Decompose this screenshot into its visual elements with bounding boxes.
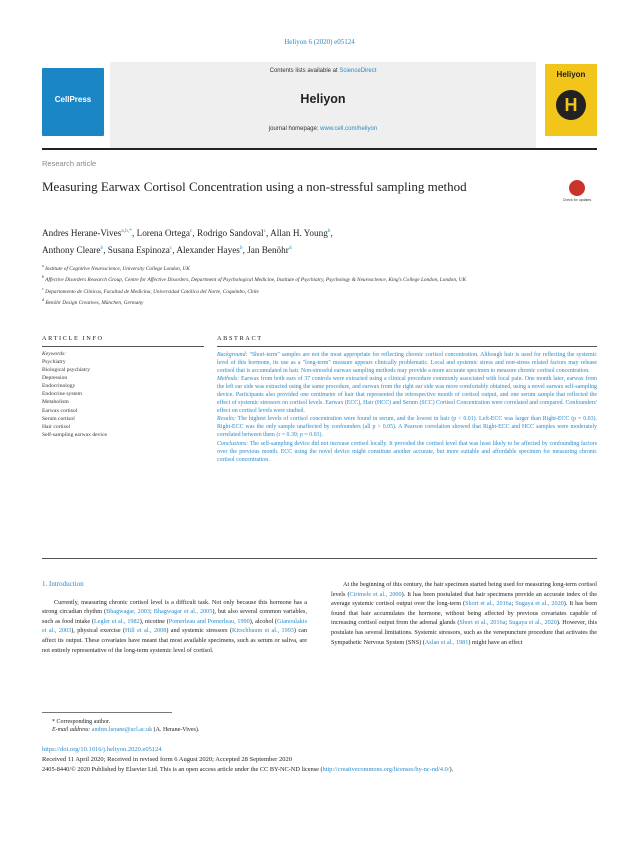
check-for-updates-icon[interactable]: [569, 180, 585, 196]
author-name[interactable]: Lorena Ortega: [136, 228, 190, 239]
keyword-item: Depression: [42, 375, 68, 382]
author-affiliation-mark[interactable]: b: [100, 245, 104, 252]
author-affiliation-mark[interactable]: c: [169, 245, 173, 252]
article-info-heading: ARTICLE INFO: [42, 335, 104, 342]
contents-prefix: Contents lists available at: [269, 68, 340, 74]
body-column-right: [331, 580, 597, 647]
article-info-divider: [42, 346, 204, 347]
abstract-methods: Methods: Earwax from both ears of 37 controls were extracted using a clinical procedure commonly associated with local pain. One month later, earwax from the left ear side was extracted using the same procedure, and earwax from the right ear side was more comfortably obtained, using a novel earwax self-sampling device. Participants also provided one centimetre of hair that represented the retrospective month of cortisol output, and one serum sample that reflected the effect of systemic stressors on cortisol levels. Earwax (ECC), Hair (HCC) and Serum (SCC) Cortisol Concentration were correlated and compared. Confounders' effect on cortisol levels were studied.: [217, 376, 597, 415]
author-affiliation-mark[interactable]: b: [327, 228, 331, 234]
keyword-item: Endocrinology: [42, 383, 76, 390]
journal-cover-title: Heliyon: [556, 70, 586, 79]
author-affiliation-mark[interactable]: d: [288, 245, 292, 252]
abstract-body: [217, 351, 597, 464]
footnote-divider: [42, 712, 172, 713]
license-line: 2405-8440/© 2020 Published by Elsevier Ltd. This is an open access article under the CC BY-NC-ND license (http://creativecommons.org/licenses/by-nc-nd/4.0/).: [42, 766, 454, 773]
homepage-prefix: journal homepage:: [268, 126, 321, 132]
header-divider: [42, 148, 597, 150]
affiliation-list: [42, 262, 542, 307]
email-note: E-mail address: andres.herane@ucl.ac.uk (A. Herane-Vives).: [52, 727, 200, 734]
keyword-item: Earwax cortisol: [42, 407, 78, 414]
affiliation-item: $^a$ Institute of Cognitive Neuroscience, University College London, UK: [42, 263, 190, 272]
sciencedirect-link[interactable]: ScienceDirect: [339, 68, 377, 74]
citation-link[interactable]: Hill et al., 2008: [125, 627, 167, 635]
affiliation-item: $^d$ Benöhr Design Creatives, München, Germany: [42, 297, 144, 306]
citation-link[interactable]: Cirimele et al., 2000: [349, 590, 402, 598]
doi-link[interactable]: https://doi.org/10.1016/j.heliyon.2020.e05124: [42, 746, 162, 753]
author-list: Andres Herane-Vives$^{a,b,*}$, Lorena Ortega$^c$, Rodrigo Sandoval$^c$, Allan H. Young$^b$, Anthony Cleare$^b$, Susana Espinoza$^c$, Alexander Hayes$^b$, Jan Benöhr$^d$: [42, 228, 333, 256]
abstract-conclusions: Conclusions: The self-sampling device did not increase cortisol locally. It provided the cortisol level that was least likely to be affected by confounding factors over the previous month. ECC using the novel device might constitute another accurate, but more suitable and affordable specimen for measuring chronic cortisol concentration.: [217, 440, 597, 463]
keyword-item: Endocrine system: [42, 391, 82, 398]
license-link[interactable]: http://creativecommons.org/licenses/by-nc-nd/4.0/: [322, 766, 450, 773]
abstract-bottom-divider: [42, 558, 597, 559]
keyword-item: Serum cortisol: [42, 415, 75, 422]
abstract-divider: [217, 346, 597, 347]
citation-link[interactable]: Sugaya et al., 2020: [508, 619, 557, 627]
author-name[interactable]: Rodrigo Sandoval: [196, 228, 264, 239]
keyword-item: Metabolism: [42, 399, 69, 406]
keyword-item: Biological psychiatry: [42, 367, 91, 374]
keyword-item: Psychiatry: [42, 359, 66, 365]
citation-link[interactable]: Aslan et al., 1981: [424, 638, 469, 646]
author-name[interactable]: Anthony Cleare: [42, 245, 101, 256]
citation-link[interactable]: Gianoulakis et al., 2003: [42, 617, 307, 635]
author-affiliation-mark[interactable]: c: [189, 228, 193, 234]
keyword-list: [42, 358, 107, 439]
abstract-results: Results: The highest levels of cortisol concentration were found in serum, and the lowest in hair (p < 0.01). Left-ECC was larger than Right-ECC (p = 0.03). Right-ECC was the only sample unaffected by confounders (all p > 0.05). A Pearson correlation showed that Right-ECC and HCC samples were moderately correlated between them (r = 0.39; p = 0.03).: [217, 416, 597, 439]
check-for-updates-label[interactable]: Check for updates: [562, 198, 592, 202]
received-dates: Received 11 April 2020; Received in revised form 6 August 2020; Accepted 28 September 2020: [42, 756, 292, 763]
author-name[interactable]: Allan H. Young: [270, 228, 328, 239]
keyword-item: Hair cortisol: [42, 423, 71, 430]
article-title: Measuring Earwax Cortisol Concentration using a non-stressful sampling method: [42, 179, 467, 194]
cellpress-logo-text: CellPress: [54, 95, 92, 104]
author-affiliation-mark[interactable]: c: [263, 228, 267, 234]
affiliation-item: $^c$ Departamento de Clínicas, Facultad de Medicina, Universidad Católica del Norte, Coquimbo, Chile: [42, 285, 259, 295]
contents-line: [110, 68, 536, 74]
citation-link[interactable]: Kirschbaum et al., 1993: [232, 627, 294, 635]
author-name[interactable]: Susana Espinoza: [107, 245, 170, 256]
journal-cover-emblem: H: [556, 90, 586, 120]
corresponding-author-note: * Corresponding author.: [52, 719, 111, 725]
body-column-left: [42, 580, 307, 655]
journal-name: Heliyon: [300, 92, 346, 106]
citation-link[interactable]: Bhagwagar, 2003: [106, 608, 150, 616]
citation-link[interactable]: Sugaya et al., 2020: [515, 600, 564, 608]
affiliation-item: $^b$ Affective Disorders Research Group, Centre for Affective Disorders, Department of Psychological Medicine, Institute of Psychiatry, Psychology & Neuroscience, King's College London, London, UK: [42, 274, 466, 284]
homepage-link[interactable]: www.cell.com/heliyon: [320, 126, 378, 132]
keywords-label: Keywords:: [42, 351, 67, 357]
author-name[interactable]: Jan Benöhr: [247, 245, 289, 256]
email-link[interactable]: andres.herane@ucl.ac.uk: [91, 727, 153, 734]
article-type: Research article: [42, 159, 97, 168]
citation-link[interactable]: Short et al., 2016a: [465, 600, 512, 608]
citation-link[interactable]: Bhagwagar et al., 2005: [153, 608, 213, 616]
keyword-item: Self-sampling earwax device: [42, 431, 107, 438]
footnote: [52, 718, 452, 735]
citation-link[interactable]: Short et al., 2016a: [459, 619, 506, 627]
abstract-background: Background: "Short-term" samples are not the most appropriate for reflecting chronic cortisol concentration. Although hair is used for reflecting the systemic level of this hormone, its use as a "long-term" measure appears clinically problematic. Local and systemic stress and non-stress related factors may release cortisol that is accumulated in hair. Non-stressful earwax sampling methods may provide a more accurate specimen to measure chronic cortisol concentration.: [217, 352, 597, 375]
author-affiliation-mark[interactable]: b: [239, 245, 243, 252]
citation-link[interactable]: Pomerleau and Pomerleau, 1990: [168, 617, 250, 625]
homepage-line: [110, 126, 536, 132]
journal-reference[interactable]: Heliyon 6 (2020) e05124: [284, 38, 355, 46]
intro-paragraph: Currently, measuring chronic cortisol level is a difficult task. Not only because this hormone has a strong circadian rhythm (Bhagwagar, 2003; Bhagwagar et al., 2005), but also several common variables, such as food intake (Legler et al., 1982), nicotine (Pomerleau and Pomerleau, 1990), alcohol (Gianoulakis et al., 2003), physical exercise (Hill et al., 2008) and systemic stressors (Kirschbaum et al., 1993) can affect its output. These covariates have meant that most available specimens, such as serum or saliva, are not entirely representative of the long-term systemic level of cortisol.: [42, 598, 307, 654]
citation-link[interactable]: Legler et al., 1982: [93, 617, 140, 625]
author-name[interactable]: Alexander Hayes: [176, 245, 240, 256]
abstract-heading: ABSTRACT: [217, 335, 263, 342]
author-name[interactable]: Andres Herane-Vives: [42, 228, 122, 239]
body-paragraph: At the beginning of this century, the hair specimen started being used for measuring long-term cortisol levels (Cirimele et al., 2000). It has been postulated that hair specimens provide an accurate index of the average systemic cortisol output over the long-term (Short et al., 2016a; Sugaya et al., 2020). It has been found that hair accumulates the hormone, without being affected by previous covariates capable of increasing cortisol output from the adrenal glands (Short et al., 2016a; Sugaya et al., 2020). However, this postulate has several limitations. Systemic stressors, such as the venepuncture procedure that activates the Sympathetic Nervous System (SNS) (Aslan et al., 1981) might have an effect: [331, 581, 597, 646]
author-affiliation-mark[interactable]: a,b,*: [121, 228, 132, 234]
section-heading-introduction: 1. Introduction: [42, 580, 84, 588]
